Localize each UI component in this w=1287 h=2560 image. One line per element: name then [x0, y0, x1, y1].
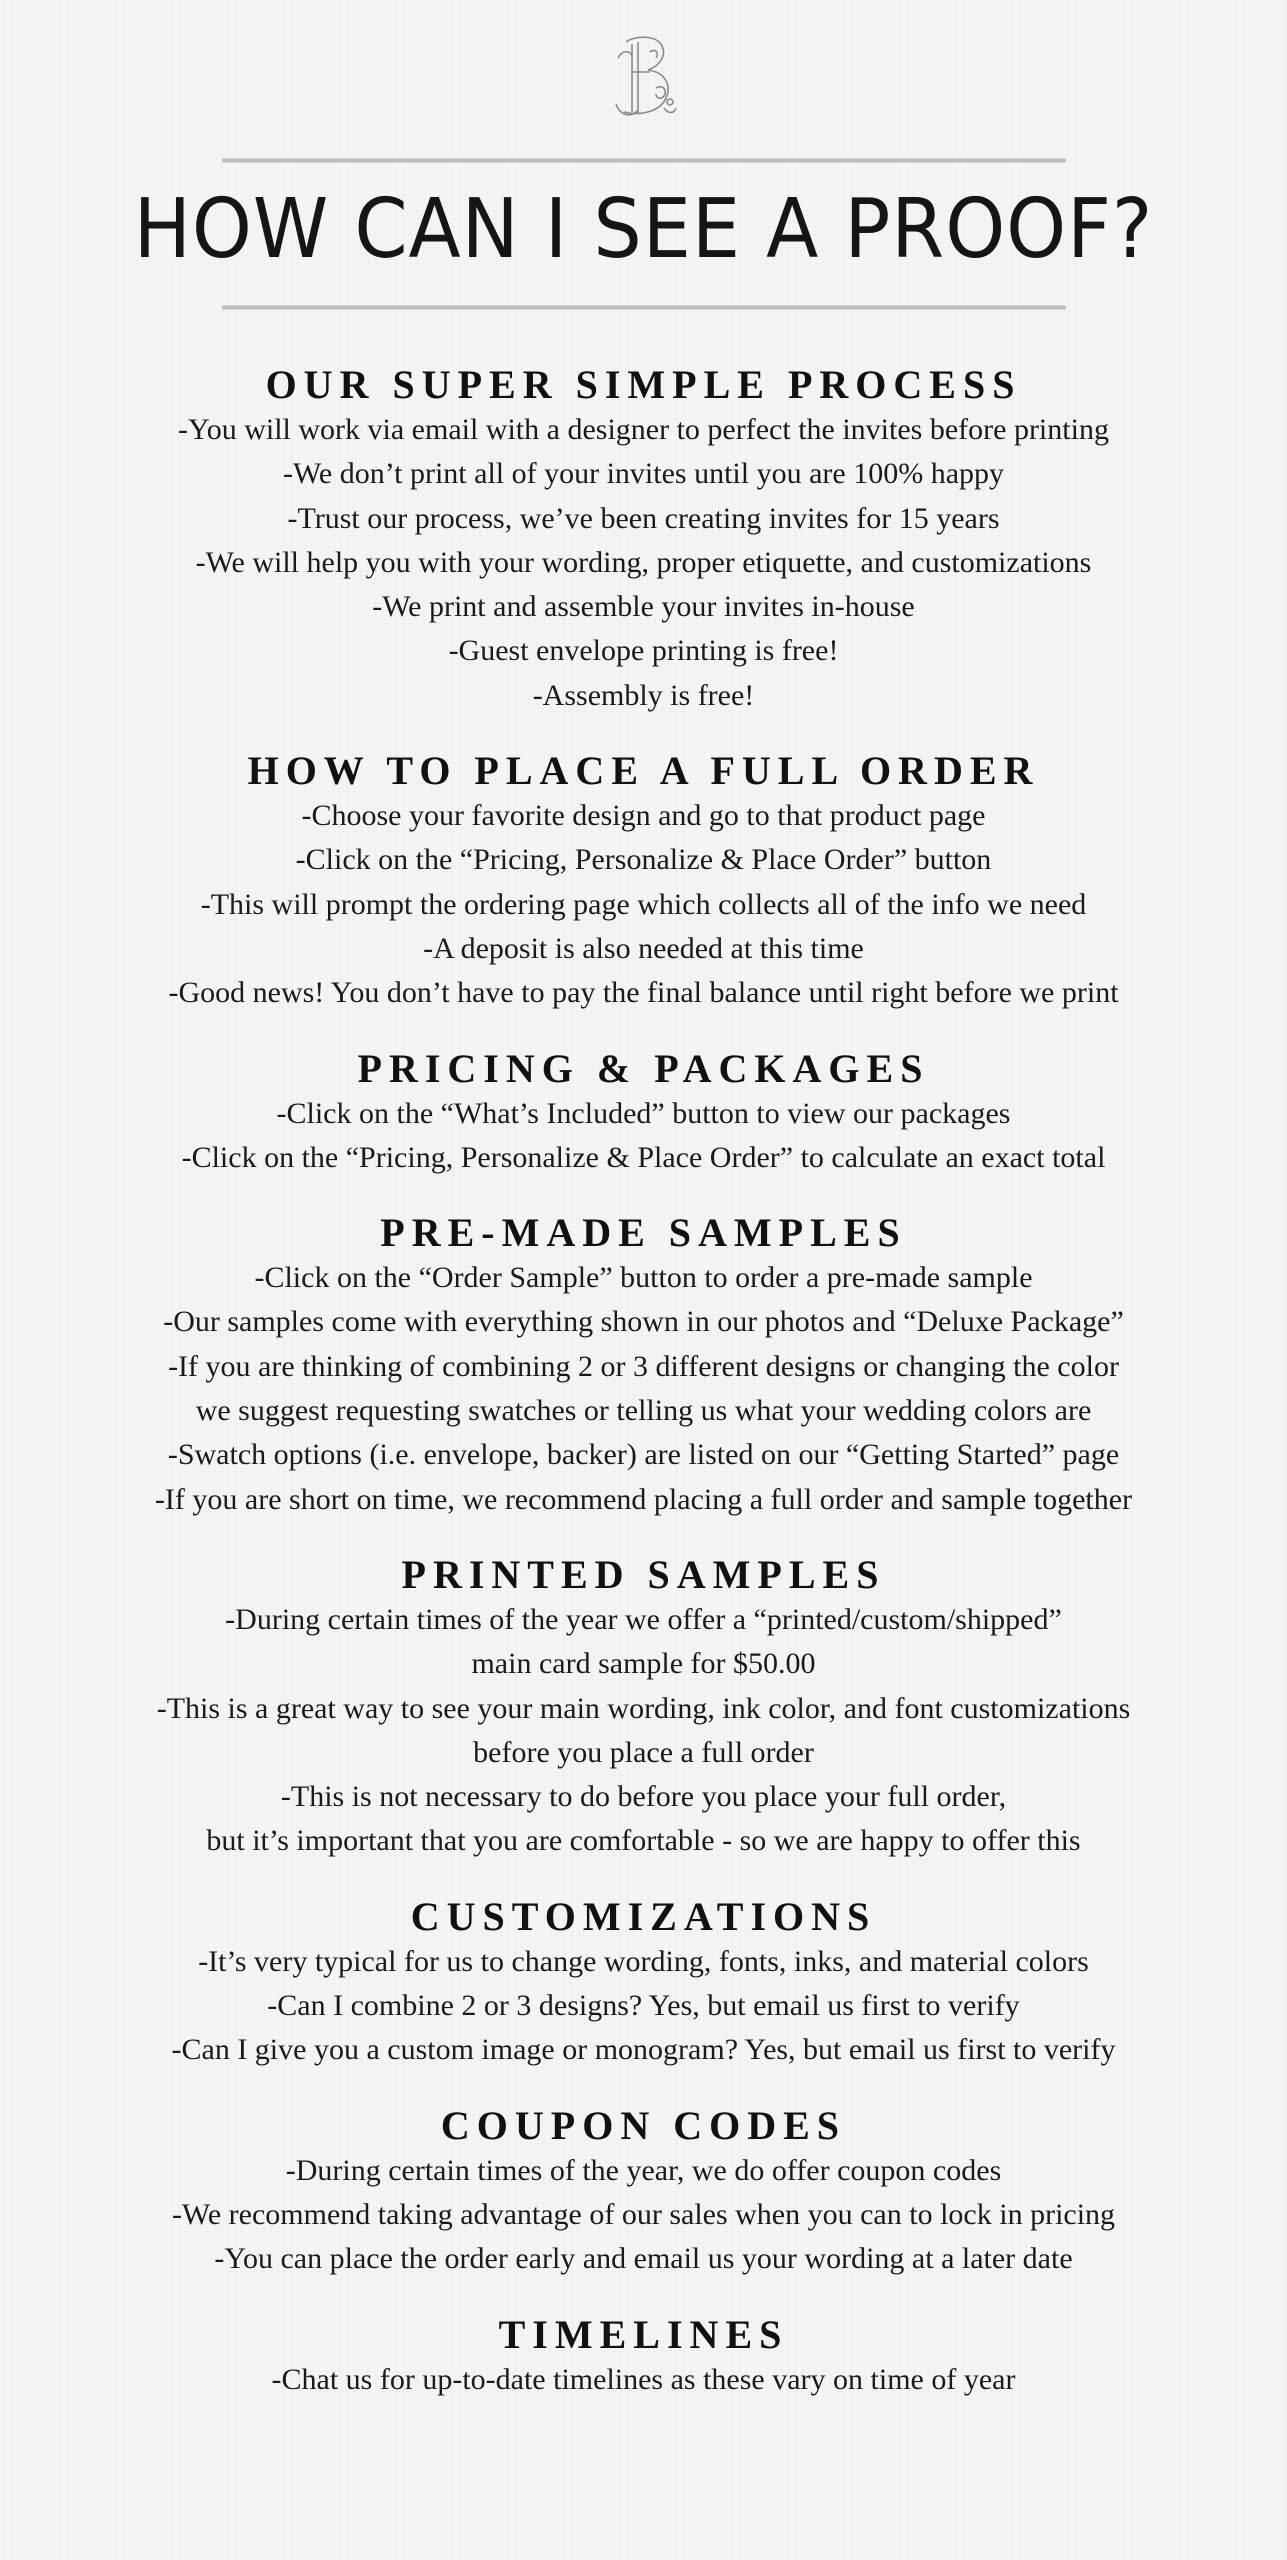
- section-line: -You will work via email with a designer to perfect the invites before printing: [178, 413, 1109, 446]
- section-lines: [0, 1256, 1287, 1522]
- section-line: -We print and assemble your invites in-house: [372, 590, 915, 624]
- section-line: before you place a full order: [473, 1735, 814, 1769]
- section-line: -During certain times of the year we offer a “printed/custom/shipped”: [225, 1602, 1062, 1636]
- section-line: -If you are short on time, we recommend placing a full order and sample together: [154, 1482, 1133, 1516]
- brand-logo: [0, 28, 1287, 124]
- section-coupon-codes: [0, 2103, 1287, 2282]
- section-lines: [0, 408, 1287, 718]
- section-line: -Good news! You don’t have to pay the final balance until right before we print: [168, 976, 1119, 1010]
- section-line: but it’s important that you are comfortable - so we are happy to offer this: [206, 1824, 1081, 1858]
- section-lines: [0, 2149, 1287, 2282]
- section-lines: [0, 794, 1287, 1015]
- section-line: -This will prompt the ordering page which collects all of the info we need: [200, 887, 1087, 921]
- section-heading: PRINTED SAMPLES: [401, 1551, 886, 1597]
- title-divider-bottom: [222, 305, 1066, 310]
- section-customizations: [0, 1894, 1287, 2073]
- section-heading: HOW TO PLACE A FULL ORDER: [247, 748, 1040, 794]
- section-line: -Choose your favorite design and go to that product page: [301, 799, 986, 833]
- section-line: -We don’t print all of your invites until you are 100% happy: [282, 457, 1005, 491]
- section-line: main card sample for $50.00: [471, 1647, 816, 1681]
- section-line: -It’s very typical for us to change wording, fonts, inks, and material colors: [198, 1944, 1089, 1978]
- section-line: -If you are thinking of combining 2 or 3 different designs or changing the color: [168, 1349, 1119, 1383]
- section-line: -During certain times of the year, we do offer coupon codes: [285, 2153, 1002, 2187]
- section-lines: [0, 1940, 1287, 2073]
- section-line: -Can I combine 2 or 3 designs? Yes, but email us first to verify: [267, 1989, 1020, 2023]
- section-line: -Chat us for up-to-date timelines as these vary on time of year: [271, 2362, 1016, 2396]
- section-line: -You can place the order early and email us your wording at a later date: [214, 2242, 1073, 2276]
- section-heading: COUPON CODES: [440, 2102, 847, 2148]
- page-title: HOW CAN I SEE A PROOF?: [133, 182, 1154, 277]
- section-line: -Click on the “Pricing, Personalize & Place Order” button: [295, 843, 992, 877]
- section-lines: [0, 1092, 1287, 1181]
- section-line: we suggest requesting swatches or telling us what your wedding colors are: [195, 1394, 1092, 1428]
- section-full-order: [0, 748, 1287, 1015]
- section-heading: PRE-MADE SAMPLES: [380, 1210, 907, 1256]
- faq-content: [0, 362, 1287, 2402]
- section-line: -Our samples come with everything shown in our photos and “Deluxe Package”: [163, 1305, 1124, 1339]
- monogram-b-icon: [604, 28, 684, 124]
- section-line: -This is not necessary to do before you place your full order,: [280, 1780, 1007, 1814]
- section-heading: PRICING & PACKAGES: [357, 1045, 930, 1091]
- section-line: -Swatch options (i.e. envelope, backer) are listed on our “Getting Started” page: [167, 1438, 1120, 1472]
- section-lines: [0, 2358, 1287, 2402]
- section-line: -We recommend taking advantage of our sales when you can to lock in pricing: [171, 2197, 1116, 2231]
- section-premade-samples: [0, 1210, 1287, 1522]
- section-line: -Click on the “Order Sample” button to order a pre-made sample: [254, 1261, 1033, 1295]
- title-divider-top: [222, 158, 1066, 163]
- section-line: -Can I give you a custom image or monogram? Yes, but email us first to verify: [171, 2033, 1116, 2067]
- section-heading: TIMELINES: [498, 2311, 789, 2357]
- section-printed-samples: [0, 1552, 1287, 1864]
- monogram-letter: B: [643, 90, 644, 91]
- section-line: -Guest envelope printing is free!: [448, 634, 839, 668]
- section-line: -Click on the “What’s Included” button to view our packages: [276, 1096, 1011, 1130]
- section-timelines: [0, 2312, 1287, 2402]
- section-lines: [0, 1598, 1287, 1864]
- section-heading: OUR SUPER SIMPLE PROCESS: [265, 362, 1022, 407]
- section-process: [0, 362, 1287, 718]
- section-line: -This is a great way to see your main wording, ink color, and font customizations: [156, 1691, 1131, 1725]
- section-line: -We will help you with your wording, proper etiquette, and customizations: [195, 545, 1092, 579]
- section-line: -Trust our process, we’ve been creating invites for 15 years: [287, 501, 1000, 535]
- section-line: -Click on the “Pricing, Personalize & Place Order” to calculate an exact total: [181, 1140, 1106, 1174]
- section-pricing: [0, 1046, 1287, 1181]
- section-line: -Assembly is free!: [532, 678, 755, 712]
- section-heading: CUSTOMIZATIONS: [410, 1893, 877, 1939]
- section-line: -A deposit is also needed at this time: [423, 931, 864, 965]
